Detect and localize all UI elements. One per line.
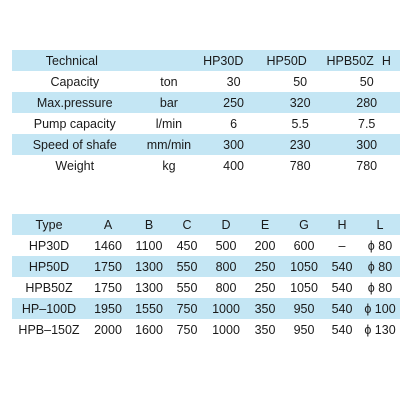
dim-cell: 950 [293, 322, 315, 337]
dim-cell: 1000 [212, 322, 240, 337]
dim-cell: 1550 [135, 301, 163, 316]
dim-cell: 2000 [94, 322, 122, 337]
dim-cell: 250 [254, 280, 276, 295]
dim-cell: 800 [215, 280, 237, 295]
dim-row-hp30d [12, 235, 400, 256]
dim-cell: 1950 [94, 301, 122, 316]
spec-header-cell: Technical [45, 53, 98, 68]
spec-row-weight [12, 155, 400, 176]
spec-header-cell: HP30D [203, 53, 244, 68]
dim-cell: HPB–150Z [18, 322, 80, 337]
dim-header-cell: G [299, 217, 309, 232]
spec-cell: 320 [289, 95, 311, 110]
dim-cell: – [338, 238, 346, 253]
dim-cell: 800 [215, 259, 237, 274]
dim-cell: 750 [176, 322, 198, 337]
dim-row-hp50d [12, 256, 400, 277]
dim-cell: 550 [176, 280, 198, 295]
dim-header-cell: Type [35, 217, 63, 232]
spec-header-cell: HP50D [266, 53, 307, 68]
dim-cell: 540 [331, 259, 353, 274]
dim-row-hpb-150z [12, 319, 400, 340]
dim-cell: 1460 [94, 238, 122, 253]
spec-cell: Max.pressure [36, 95, 113, 110]
dim-cell: 1300 [135, 280, 163, 295]
spec-cell: 30 [226, 74, 241, 89]
dim-header-cell: B [144, 217, 154, 232]
dim-header-cell: C [182, 217, 192, 232]
spec-cell: bar [159, 95, 178, 110]
dim-header-cell: H [337, 217, 347, 232]
dim-header-cell: D [221, 217, 231, 232]
spec-cell: 6 [230, 116, 238, 131]
dim-cell: HP–100D [21, 301, 77, 316]
dim-cell: 1050 [290, 280, 318, 295]
dim-cell: ϕ 80 [367, 259, 393, 274]
dim-cell: 1050 [290, 259, 318, 274]
dim-header-cell: A [103, 217, 113, 232]
spec-header-row [12, 50, 400, 71]
spec-cell: 230 [289, 137, 311, 152]
spec-cell: 5.5 [291, 116, 309, 131]
dim-cell: 950 [293, 301, 315, 316]
dim-cell: 350 [254, 301, 276, 316]
dim-cell: 540 [331, 322, 353, 337]
spec-cell: 50 [293, 74, 308, 89]
spec-row-max-pressure [12, 92, 400, 113]
spec-cell: 300 [223, 137, 244, 152]
dim-header-row [12, 214, 400, 235]
dim-cell: 540 [331, 280, 353, 295]
spec-row-pump-capacity [12, 113, 400, 134]
dim-row-hpb50z [12, 277, 400, 298]
dim-cell: 1000 [212, 301, 240, 316]
spec-cell: 50 [359, 74, 374, 89]
dim-cell: HPB50Z [25, 280, 73, 295]
dim-cell: 600 [293, 238, 315, 253]
dim-cell: 1600 [135, 322, 163, 337]
dim-cell: 200 [254, 238, 276, 253]
spec-cell: l/min [155, 116, 183, 131]
spec-cell: 250 [223, 95, 244, 110]
dim-cell: ϕ 130 [364, 322, 396, 337]
dim-cell: 540 [331, 301, 353, 316]
dim-cell: 1300 [135, 259, 163, 274]
dim-cell: 750 [176, 301, 198, 316]
dim-header-cell: L [376, 217, 384, 232]
spec-cell: 780 [356, 158, 378, 173]
dim-cell: 250 [254, 259, 276, 274]
dim-cell: HP50D [28, 259, 70, 274]
spec-cell: Speed of shafe [32, 137, 117, 152]
dim-cell: 500 [215, 238, 237, 253]
spec-header-cell: H [381, 53, 391, 68]
dim-row-hp-100d [12, 298, 400, 319]
spec-cell: Capacity [50, 74, 100, 89]
spec-row-capacity [12, 71, 400, 92]
spec-cell: Pump capacity [33, 116, 116, 131]
spec-table [12, 50, 400, 176]
spec-cell: ton [160, 74, 178, 89]
dimension-table [12, 214, 400, 340]
dim-cell: ϕ 80 [367, 280, 393, 295]
spec-row-speed-of-shafe [12, 134, 400, 155]
dim-cell: HP30D [28, 238, 70, 253]
dim-cell: 1750 [94, 259, 122, 274]
spec-cell: 400 [223, 158, 244, 173]
spec-cell: Weight [55, 158, 95, 173]
spec-cell: 7.5 [358, 116, 376, 131]
spec-cell: 280 [356, 95, 378, 110]
spec-cell: kg [162, 158, 176, 173]
spec-header-cell: HPB50Z [326, 53, 374, 68]
dim-header-cell: E [260, 217, 270, 232]
dim-cell: ϕ 80 [367, 238, 393, 253]
dim-cell: 1750 [94, 280, 122, 295]
spec-cell: 300 [356, 137, 378, 152]
dim-cell: 450 [176, 238, 198, 253]
dim-cell: 350 [254, 322, 276, 337]
spec-cell: mm/min [146, 137, 192, 152]
spec-cell: 780 [289, 158, 311, 173]
dim-cell: 1100 [135, 238, 163, 253]
dim-cell: ϕ 100 [364, 301, 396, 316]
dim-cell: 550 [176, 259, 198, 274]
